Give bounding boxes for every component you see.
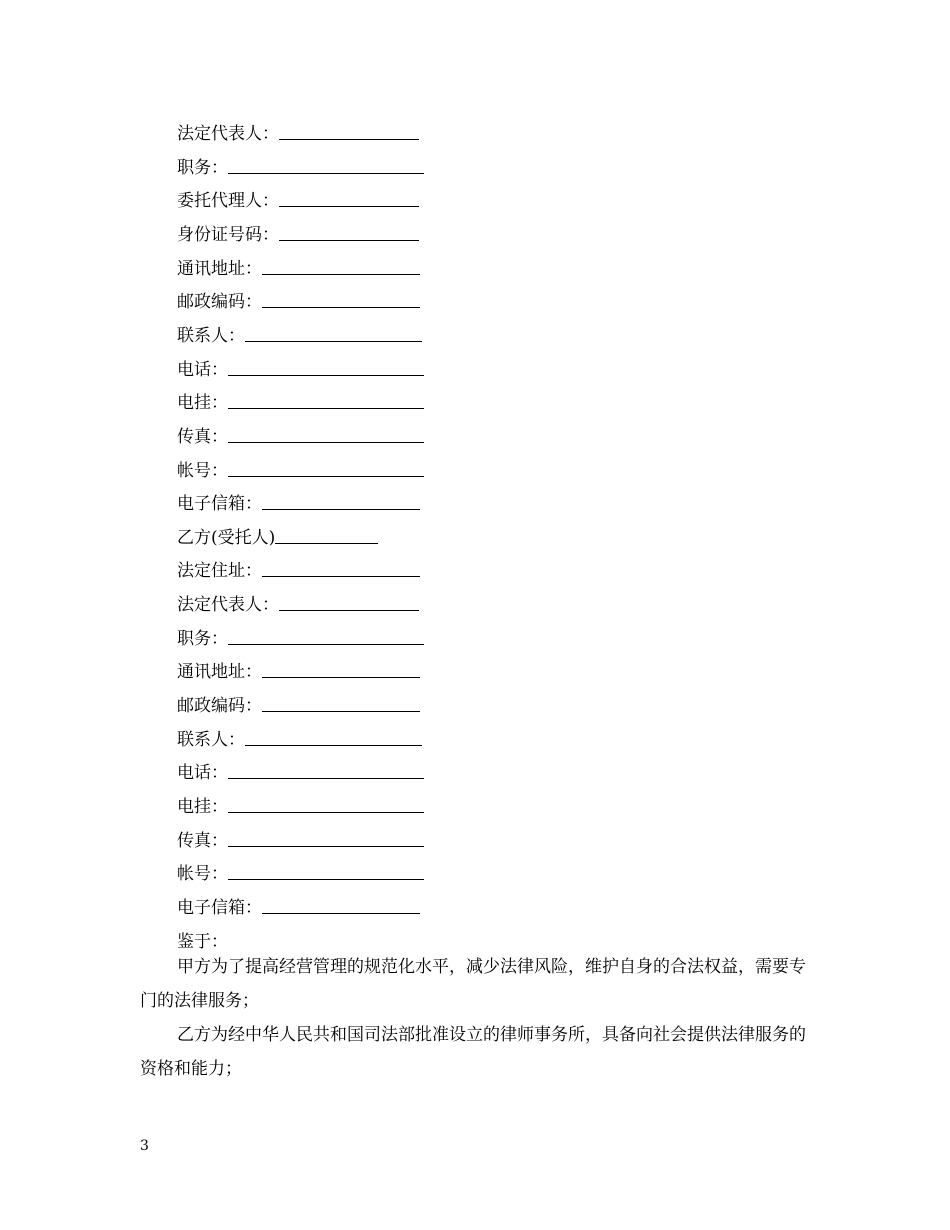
- field-address-a: [177, 245, 420, 279]
- blank-line: [262, 307, 420, 308]
- field-label: 邮政编码：: [177, 696, 262, 716]
- field-label: 电话：: [177, 360, 228, 380]
- field-postcode-b: [177, 682, 420, 716]
- field-address-b: [177, 648, 420, 682]
- blank-line: [228, 846, 424, 847]
- field-account-a: [177, 447, 424, 481]
- field-label: 职务：: [177, 158, 228, 178]
- blank-line: [279, 139, 419, 140]
- paragraph-party-a-purpose: 甲方为了提高经营管理的规范化水平，减少法律风险，维护自身的合法权益，需要专门的法律服务；: [140, 957, 806, 1011]
- field-legal-address-b: [177, 547, 420, 581]
- field-label: 传真：: [177, 427, 228, 447]
- field-label: 联系人：: [177, 326, 245, 346]
- field-id-number-a: [177, 211, 419, 245]
- blank-line: [262, 913, 420, 914]
- field-label: 通讯地址：: [177, 259, 262, 279]
- blank-line: [262, 274, 420, 275]
- field-label: 身份证号码：: [177, 225, 279, 245]
- paragraph-party-b-qualification: 乙方为经中华人民共和国司法部批准设立的律师事务所，具备向社会提供法律服务的资格和能力；: [140, 1025, 806, 1079]
- field-label: 法定代表人：: [177, 124, 279, 144]
- field-email-a: [177, 480, 420, 514]
- field-label: 职务：: [177, 629, 228, 649]
- blank-line: [228, 812, 424, 813]
- field-email-b: [177, 884, 420, 918]
- field-postcode-a: [177, 278, 420, 312]
- blank-line: [275, 543, 378, 544]
- blank-line: [262, 576, 420, 577]
- blank-line: [262, 677, 420, 678]
- blank-line: [228, 644, 424, 645]
- field-phone-a: [177, 346, 424, 380]
- field-position-a: [177, 144, 424, 178]
- field-fax-b: [177, 817, 424, 851]
- field-label: 帐号：: [177, 461, 228, 481]
- blank-line: [262, 509, 420, 510]
- blank-line: [245, 745, 422, 746]
- blank-line: [245, 341, 422, 342]
- blank-line: [262, 711, 420, 712]
- field-label: 电挂：: [177, 393, 228, 413]
- field-label: 传真：: [177, 831, 228, 851]
- blank-line: [228, 375, 424, 376]
- field-cable-a: [177, 379, 424, 413]
- blank-line: [279, 610, 419, 611]
- field-contact-b: [177, 716, 422, 750]
- field-label: 法定代表人：: [177, 595, 279, 615]
- blank-line: [228, 408, 424, 409]
- field-account-b: [177, 850, 424, 884]
- field-label: 电挂：: [177, 797, 228, 817]
- field-label: 乙方(受托人): [177, 528, 276, 548]
- field-label: 鉴于：: [177, 932, 228, 952]
- field-contact-a: [177, 312, 422, 346]
- field-fax-a: [177, 413, 424, 447]
- whereas-heading: [177, 918, 228, 952]
- field-label: 委托代理人：: [177, 191, 279, 211]
- field-label: 帐号：: [177, 864, 228, 884]
- field-label: 联系人：: [177, 730, 245, 750]
- field-legal-representative-b: [177, 581, 419, 615]
- field-label: 电子信箱：: [177, 494, 262, 514]
- field-phone-b: [177, 749, 424, 783]
- field-label: 法定住址：: [177, 561, 262, 581]
- blank-line: [279, 240, 419, 241]
- field-label: 通讯地址：: [177, 662, 262, 682]
- field-legal-representative-a: [177, 110, 419, 144]
- field-position-b: [177, 615, 424, 649]
- field-label: 电话：: [177, 763, 228, 783]
- blank-line: [228, 476, 424, 477]
- blank-line: [279, 206, 419, 207]
- field-label: 电子信箱：: [177, 898, 262, 918]
- field-label: 邮政编码：: [177, 292, 262, 312]
- blank-line: [228, 778, 424, 779]
- blank-line: [228, 173, 424, 174]
- party-b-heading: [177, 514, 378, 548]
- blank-line: [228, 442, 424, 443]
- page-number: 3: [140, 1138, 149, 1154]
- field-agent-a: [177, 177, 419, 211]
- field-cable-b: [177, 783, 424, 817]
- blank-line: [228, 879, 424, 880]
